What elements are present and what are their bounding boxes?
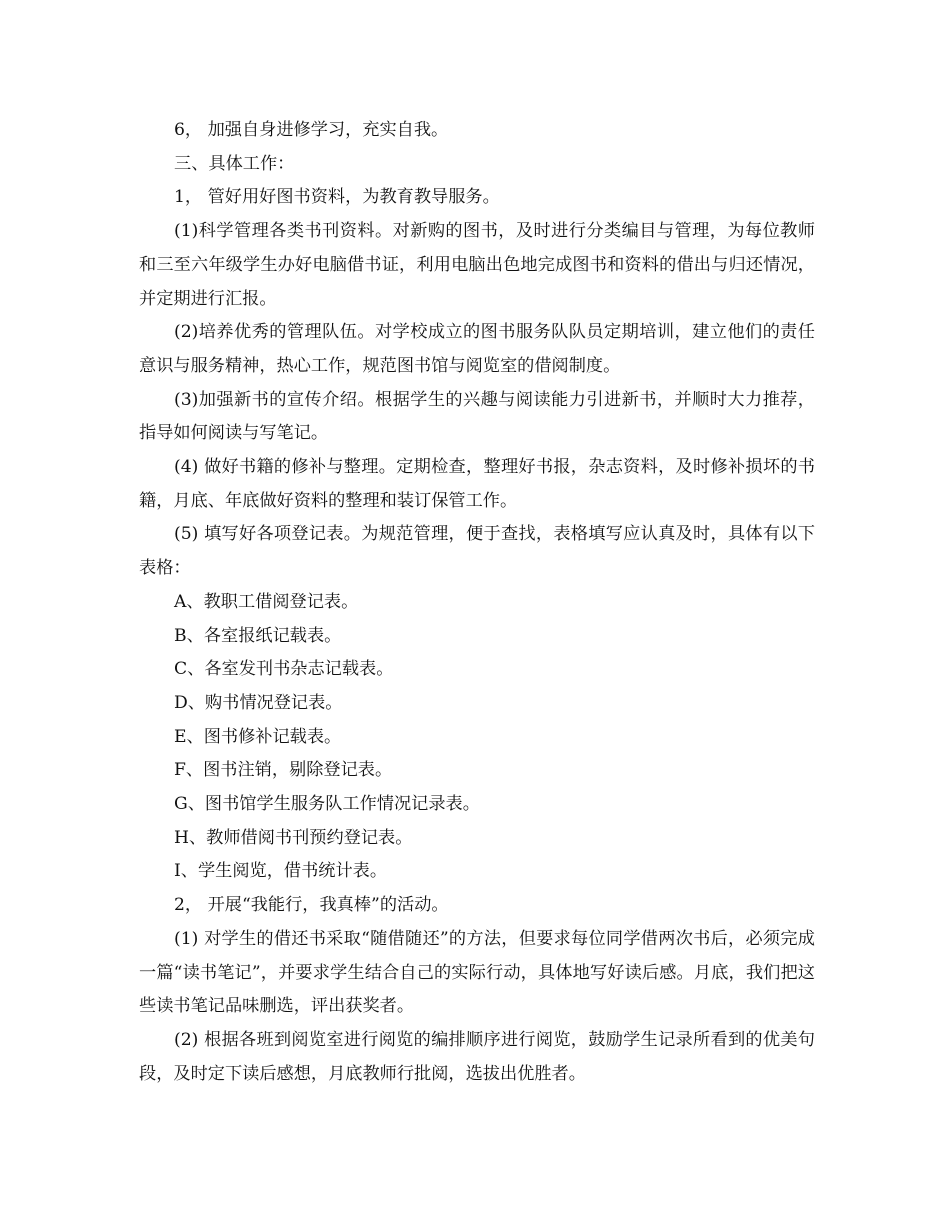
form-list-item-f: F、图书注销，剔除登记表。 [174,760,393,781]
paragraph-1-1: (1)科学管理各类书刊资料。对新购的图书，及时进行分类编目与管理，为每位教师和三至六年级学生办好电脑借书证，利用电脑出色地完成图书和资料的借出与归还情况，并定期进行汇报。 [139,221,815,309]
form-list-item-h: H、教师借阅书刊预约登记表。 [174,827,413,848]
paragraph-1-2: (2)培养优秀的管理队伍。对学校成立的图书服务队队员定期培训，建立他们的责任意识与服务精神，热心工作，规范图书馆与阅览室的借阅制度。 [139,322,815,376]
form-list-item-a: A、教职工借阅登记表。 [174,591,359,612]
document-body [139,114,815,1091]
paragraph-2-1: (1) 对学生的借还书采取“随借随还”的方法，但要求每位同学借两次书后，必须完成一篇“读书笔记”，并要求学生结合自己的实际行动，具体地写好读后感。月底，我们把这些读书笔记品味删选，评出获奖者。 [139,928,815,1017]
section-heading-specific-work: 三、具体工作： [174,153,295,174]
form-list-item-e: E、图书修补记载表。 [174,726,342,747]
form-list-item-g: G、图书馆学生服务队工作情况记录表。 [174,794,480,815]
paragraph-item-6: 6， 加强自身进修学习，充实自我。 [174,120,449,140]
subsection-heading-1: 1， 管好用好图书资料，为教育教导服务。 [174,187,500,208]
paragraph-1-3: (3)加强新书的宣传介绍。根据学生的兴趣与阅读能力引进新书，并顺时大力推荐，指导如何阅读与写笔记。 [139,389,815,444]
form-list-item-i: I、学生阅览，借书统计表。 [174,861,388,882]
form-list-item-d: D、购书情况登记表。 [174,692,343,713]
paragraph-1-5: (5) 填写好各项登记表。为规范管理，便于查找，表格填写应认真及时，具体有以下表格： [139,524,815,579]
form-list-item-c: C、各室发刊书杂志记载表。 [174,659,394,680]
subsection-heading-2: 2， 开展“我能行，我真棒”的活动。 [174,895,449,916]
form-list-item-b: B、各室报纸记载表。 [174,625,342,646]
paragraph-2-2: (2) 根据各班到阅览室进行阅览的编排顺序进行阅览，鼓励学生记录所看到的优美句段，及时定下读后感想，月底教师行批阅，选拔出优胜者。 [139,1029,815,1084]
paragraph-1-4: (4) 做好书籍的修补与整理。定期检查，整理好书报，杂志资料，及时修补损坏的书籍，月底、年底做好资料的整理和装订保管工作。 [139,457,815,511]
